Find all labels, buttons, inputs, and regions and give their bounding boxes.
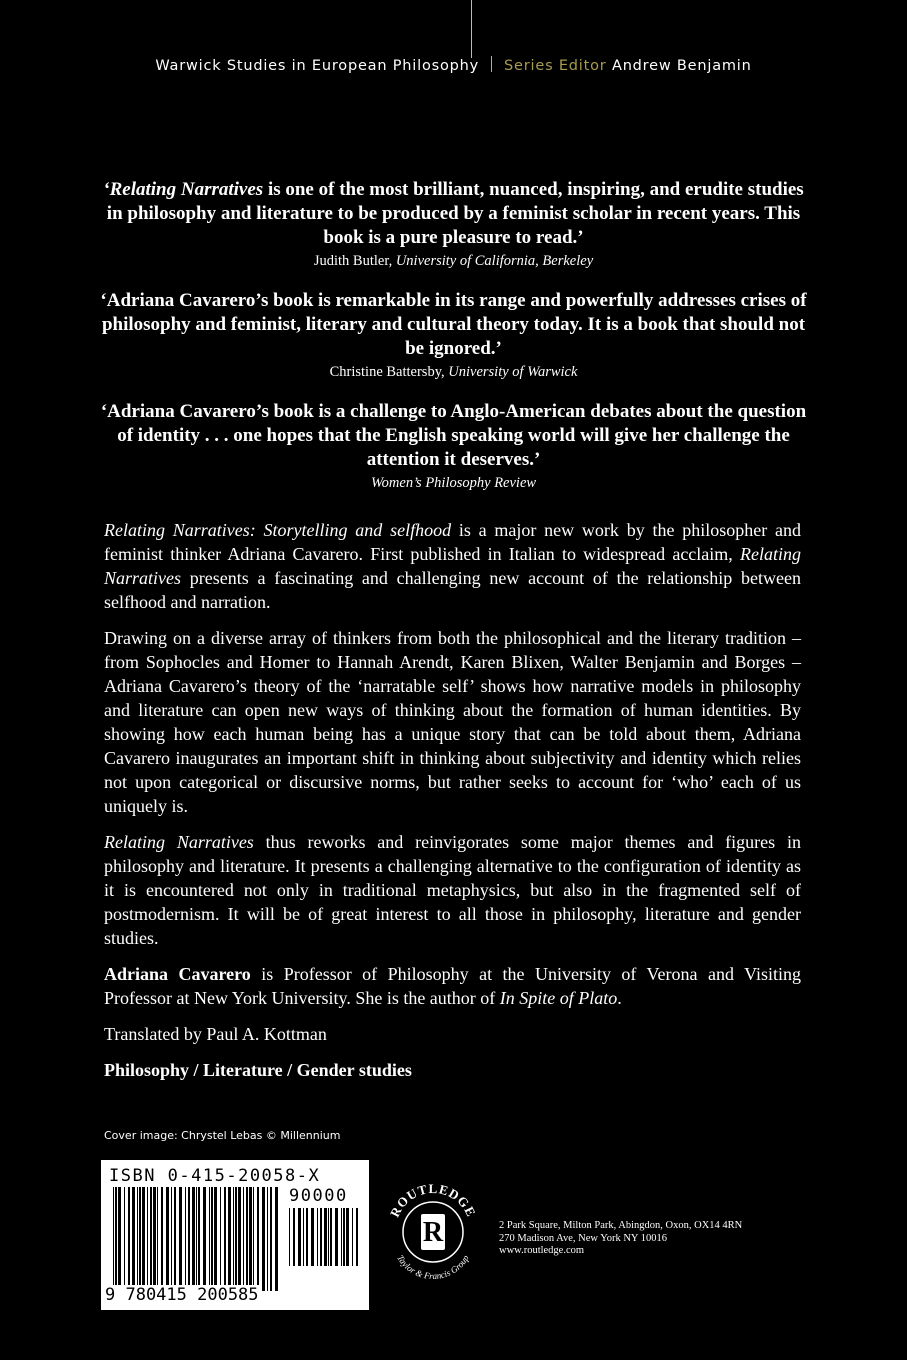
quote-2 (100, 289, 807, 382)
barcode-stripe (335, 1208, 338, 1266)
quote-3-source: Women’s Philosophy Review (370, 475, 537, 491)
barcode-stripe (267, 1187, 268, 1291)
barcode-stripe (188, 1187, 190, 1291)
barcode-stripe (161, 1187, 163, 1291)
svg-text:ROUTLEDGE (387, 1181, 479, 1219)
barcode-stripe (317, 1208, 318, 1266)
author-other-book: In Spite of Plato (499, 988, 618, 1008)
subjects: Philosophy / Literature / Gender studies (104, 1060, 412, 1080)
barcode-stripe (343, 1208, 345, 1266)
barcode-stripe (235, 1187, 237, 1291)
barcode-stripe (275, 1187, 278, 1291)
quote-2-institution: University of Warwick (448, 364, 578, 380)
address-line-2: 270 Madison Ave, New York NY 10016 (499, 1232, 667, 1244)
barcode-stripe (174, 1187, 176, 1291)
barcode-stripe (192, 1187, 195, 1291)
cover-credit: Cover image: Chrystel Lebas © Millennium (104, 1129, 341, 1142)
barcode-stripe (341, 1208, 342, 1266)
isbn: ISBN 0-415-20058-X (109, 1166, 321, 1186)
barcode-stripe (306, 1208, 308, 1266)
barcode-stripe (257, 1187, 259, 1291)
author-bio-text: is Professor of Philosophy at the University of Verona and Visiting Professor at New York University. She is the author of (104, 964, 802, 1008)
barcode-stripe (171, 1187, 172, 1291)
author-bio-end: . (617, 988, 622, 1008)
series-editor-label: Series Editor (504, 58, 607, 74)
quote-3-text: ‘Adriana Cavarero’s book is a challenge to Anglo-American debates about the question of identity . . . one hopes that the English speaking world will give her challenge the attention it deserves.’ (100, 401, 807, 470)
logo-r-glyph: R (422, 1217, 444, 1248)
description-paragraph-2: Drawing on a diverse array of thinkers from both the philosophical and the literary tradition – from Sophocles and Homer to Hannah Arendt, Karen Blixen, Walter Benjamin and Borges – Adriana Cavarero’s theory of the ‘narratable self’ shows how narrative models in philosophy and literature can open new ways of thinking about the formation of human identities. By showing how each human being has a unique story that can be told about them, Adriana Cavarero inaugurates an important shift in thinking about subjectivity and identity which relies not upon categorical or discursive norms, but rather seeks to account for ‘who’ each of us uniquely is. (104, 628, 801, 816)
ean-number: 9 780415 200585 (105, 1285, 259, 1305)
barcode-stripe (196, 1187, 197, 1291)
barcode-stripe (214, 1187, 217, 1291)
barcode-stripe (289, 1208, 290, 1266)
barcode-stripe (166, 1187, 169, 1291)
barcode-stripe (303, 1208, 304, 1266)
barcode-stripe (118, 1187, 121, 1291)
barcode-stripe (209, 1187, 210, 1291)
barcode-stripe (328, 1208, 329, 1266)
barcode-stripe (137, 1187, 138, 1291)
book-title-3: Relating Narratives (104, 832, 254, 852)
series-separator (491, 56, 492, 72)
barcode-stripe (293, 1208, 295, 1266)
barcode-stripe (179, 1187, 182, 1291)
book-title: Relating Narratives: Storytelling and selfhood (104, 520, 452, 540)
barcode-stripe (253, 1187, 254, 1291)
barcode-stripe (238, 1187, 241, 1291)
logo-subtext: Taylor & Francis Group (395, 1253, 471, 1282)
barcode-stripe (147, 1187, 148, 1291)
barcode-stripe (139, 1187, 141, 1291)
barcode-stripe (132, 1187, 135, 1291)
barcode-stripe (346, 1208, 349, 1266)
barcode-stripe (224, 1187, 226, 1291)
quote-1-text: is one of the most brilliant, nuanced, inspiring, and erudite studies in philosophy and literature to be produced by a feminist scholar in recent years. This book is a pure pleasure to read.’ (106, 179, 804, 248)
barcode (101, 1160, 369, 1310)
barcode-stripe (211, 1187, 213, 1291)
price-code: 90000 (289, 1186, 348, 1206)
barcode-stripe (270, 1187, 272, 1291)
barcode-stripe (203, 1187, 206, 1291)
paragraph-1-text-a: is a major new work by the philosopher and feminist thinker Adriana Cavarero. First published in Italian to widespread acclaim, (104, 520, 801, 564)
quote-2-text: ‘Adriana Cavarero’s book is remarkable in its range and powerfully addresses crises of philosophy and feminist, literary and cultural theory today. It is a book that should not be ignored.’ (100, 290, 807, 359)
series-header (0, 56, 907, 74)
barcode-addon-bars (289, 1208, 361, 1266)
barcode-stripe (150, 1187, 152, 1291)
barcode-stripe (115, 1187, 117, 1291)
barcode-stripe (228, 1187, 231, 1291)
address-line-1: 2 Park Square, Milton Park, Abingdon, Oxon, OX14 4RN (499, 1220, 743, 1231)
quote-2-name: Christine Battersby, (329, 364, 449, 380)
barcode-stripe (153, 1187, 156, 1291)
quote-3 (100, 400, 807, 493)
barcode-stripe (311, 1208, 314, 1266)
barcode-stripe (298, 1208, 301, 1266)
publisher-address (499, 1220, 742, 1258)
barcode-stripe (142, 1187, 145, 1291)
description (104, 518, 801, 1094)
barcode-stripe (352, 1208, 353, 1266)
series-name: Warwick Studies in European Philosophy (155, 58, 480, 74)
barcode-stripe (262, 1187, 265, 1291)
barcode-stripe (198, 1187, 200, 1291)
book-title-2: Relating Narratives (104, 544, 801, 588)
svg-text:Taylor & Francis Group (395, 1253, 471, 1281)
quote-1-title: ‘Relating Narratives (103, 179, 264, 200)
publisher-website: www.routledge.com (499, 1245, 585, 1256)
barcode-bars (113, 1187, 283, 1291)
header-divider-line (471, 0, 472, 58)
barcode-stripe (320, 1208, 322, 1266)
description-paragraph-3 (104, 830, 801, 950)
barcode-stripe (243, 1187, 244, 1291)
barcode-stripe (157, 1187, 158, 1291)
barcode-stripe (356, 1208, 358, 1266)
quote-1 (100, 178, 807, 271)
barcode-stripe (185, 1187, 186, 1291)
barcode-stripe (233, 1187, 234, 1291)
logo-text: ROUTLEDGE (386, 1180, 480, 1220)
barcode-stripe (330, 1208, 332, 1266)
translator: Translated by Paul A. Kottman (104, 1024, 327, 1044)
paragraph-3-text: thus reworks and reinvigorates some major themes and figures in philosophy and literature. It presents a challenging alternative to the configuration of identity as it is encountered not only in traditional metaphysics, but also in the fragmented self of postmodernism. It will be of great interest to all those in philosophy, literature and gender studies. (104, 832, 801, 948)
barcode-stripe (124, 1187, 125, 1291)
author-bio (104, 962, 801, 1010)
author-name: Adriana Cavarero (104, 964, 251, 984)
barcode-stripe (246, 1187, 248, 1291)
description-paragraph-1 (104, 518, 801, 614)
barcode-stripe (249, 1187, 252, 1291)
quote-1-institution: University of California, Berkeley (395, 253, 594, 269)
barcode-stripe (324, 1208, 327, 1266)
barcode-stripe (220, 1187, 221, 1291)
barcode-stripe (128, 1187, 130, 1291)
paragraph-1-text-b: presents a fascinating and challenging new account of the relationship between selfhood and narration. (104, 568, 801, 612)
quote-1-name: Judith Butler, (313, 253, 396, 269)
series-editor-name: Andrew Benjamin (611, 58, 752, 74)
barcode-stripe (113, 1187, 114, 1291)
routledge-logo (378, 1162, 488, 1294)
